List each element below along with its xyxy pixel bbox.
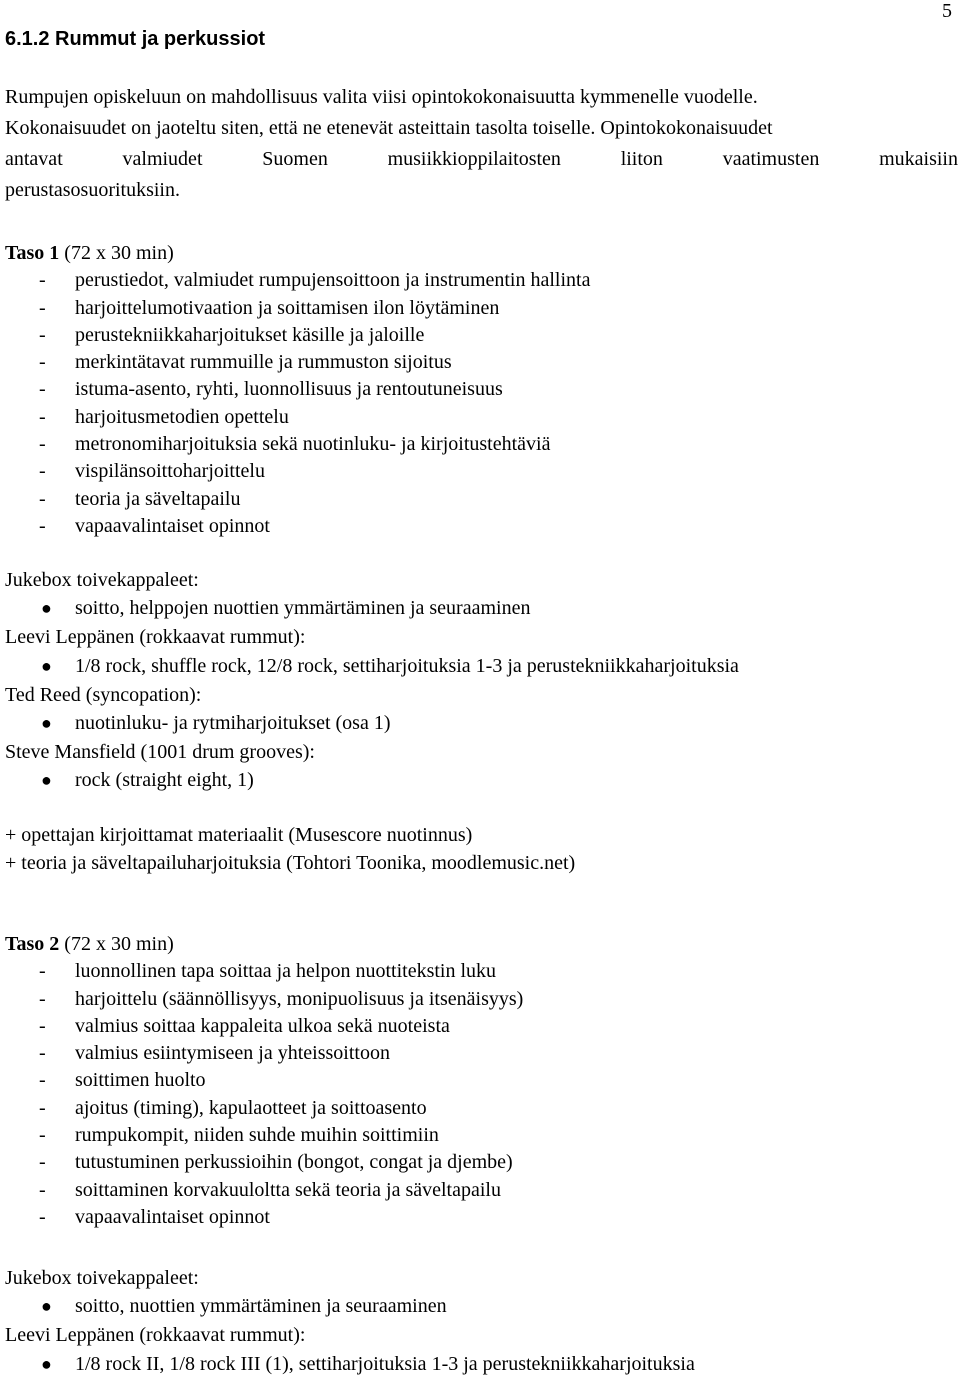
book-title: Ted Reed (syncopation): bbox=[5, 683, 202, 706]
level-2-title bbox=[5, 931, 955, 958]
list-item: - soittaminen korvakuuloltta sekä teoria ja säveltapailu bbox=[39, 1178, 501, 1201]
extra-material: + opettajan kirjoittamat materiaalit (Musescore nuotinnus) bbox=[5, 824, 473, 846]
intro-line: Rumpujen opiskeluun on mahdollisuus valita viisi opintokokonaisuutta kymmenelle vuodelle. bbox=[5, 86, 758, 108]
list-item: - harjoittelu (säännöllisyys, monipuolisuus ja itsenäisyys) bbox=[39, 987, 524, 1010]
list-item: - teoria ja säveltapailu bbox=[39, 487, 241, 510]
book-list bbox=[5, 594, 955, 623]
section-heading: 6.1.2 Rummut ja perkussiot bbox=[5, 28, 266, 50]
book-title: Jukebox toivekappaleet: bbox=[5, 569, 199, 591]
page-number: 5 bbox=[942, 0, 952, 22]
list-item: - perustekniikkaharjoitukset käsille ja jaloille bbox=[39, 323, 425, 346]
level-1-extras bbox=[5, 821, 955, 877]
level-1-section bbox=[5, 240, 955, 540]
intro-line: antavat valmiudet Suomen musiikkioppilaitosten liiton vaatimusten mukaisiin bbox=[5, 148, 958, 170]
book-list bbox=[5, 1292, 955, 1321]
list-item: - ajoitus (timing), kapulaotteet ja soittoasento bbox=[39, 1096, 427, 1119]
list-item: - istuma-asento, ryhti, luonnollisuus ja rentoutuneisuus bbox=[39, 378, 503, 401]
list-item: - merkintätavat rummuille ja rummuston sijoitus bbox=[39, 351, 452, 374]
list-item: ● 1/8 rock II, 1/8 rock III (1), settiharjoituksia 1-3 ja perustekniikkaharjoituksia bbox=[41, 1352, 695, 1375]
level-2-label: Taso 2 bbox=[5, 933, 60, 955]
level-1-books bbox=[5, 566, 955, 795]
level-2-section bbox=[5, 931, 955, 1231]
list-item: - valmius esiintymiseen ja yhteissoittoon bbox=[39, 1042, 390, 1065]
book-title: Steve Mansfield (1001 drum grooves): bbox=[5, 740, 315, 763]
book-list bbox=[5, 652, 955, 681]
level-1-list bbox=[5, 267, 955, 540]
list-item: ● nuotinluku- ja rytmiharjoitukset (osa 1) bbox=[41, 711, 391, 734]
intro-paragraph bbox=[5, 82, 958, 206]
intro-line: perustasosuorituksiin. bbox=[5, 179, 180, 201]
list-item: ● soitto, helppojen nuottien ymmärtäminen ja seuraaminen bbox=[41, 597, 531, 620]
book-title: Leevi Leppänen (rokkaavat rummut): bbox=[5, 626, 306, 649]
level-1-duration: (72 x 30 min) bbox=[59, 242, 174, 264]
book-list bbox=[5, 709, 955, 738]
list-item: - harjoittelumotivaation ja soittamisen ilon löytäminen bbox=[39, 296, 500, 319]
list-item: ● rock (straight eight, 1) bbox=[41, 769, 254, 792]
level-1-title bbox=[5, 240, 955, 267]
book-title: Leevi Leppänen (rokkaavat rummut): bbox=[5, 1324, 306, 1347]
list-item: - soittimen huolto bbox=[39, 1069, 206, 1092]
list-item: - vapaavalintaiset opinnot bbox=[39, 1205, 270, 1228]
list-item: - metronomiharjoituksia sekä nuotinluku- ja kirjoitustehtäviä bbox=[39, 433, 551, 456]
book-list bbox=[5, 766, 955, 795]
list-item: - luonnollinen tapa soittaa ja helpon nuottitekstin luku bbox=[39, 960, 497, 983]
list-item: - tutustuminen perkussioihin (bongot, congat ja djembe) bbox=[39, 1151, 513, 1174]
intro-line: Kokonaisuudet on jaoteltu siten, että ne etenevät asteittain tasolta toiselle. Opintokokonaisuudet bbox=[5, 117, 773, 139]
list-item: - vispilänsoittoharjoittelu bbox=[39, 460, 265, 483]
book-list bbox=[5, 1350, 955, 1379]
list-item: ● 1/8 rock, shuffle rock, 12/8 rock, settiharjoituksia 1-3 ja perustekniikkaharjoituksia bbox=[41, 654, 739, 677]
book-title: Jukebox toivekappaleet: bbox=[5, 1267, 199, 1289]
level-2-duration: (72 x 30 min) bbox=[59, 933, 174, 955]
list-item: - perustiedot, valmiudet rumpujensoittoon ja instrumentin hallinta bbox=[39, 269, 591, 292]
level-2-books bbox=[5, 1264, 955, 1379]
list-item: - vapaavalintaiset opinnot bbox=[39, 514, 270, 537]
list-item: - valmius soittaa kappaleita ulkoa sekä nuoteista bbox=[39, 1014, 450, 1037]
list-item: ● soitto, nuottien ymmärtäminen ja seuraaminen bbox=[41, 1295, 447, 1318]
list-item: - harjoitusmetodien opettelu bbox=[39, 405, 289, 428]
extra-material: + teoria ja säveltapailuharjoituksia (Tohtori Toonika, moodlemusic.net) bbox=[5, 852, 576, 874]
list-item: - rumpukompit, niiden suhde muihin soittimiin bbox=[39, 1124, 439, 1147]
level-2-list bbox=[5, 958, 955, 1231]
level-1-label: Taso 1 bbox=[5, 242, 60, 264]
